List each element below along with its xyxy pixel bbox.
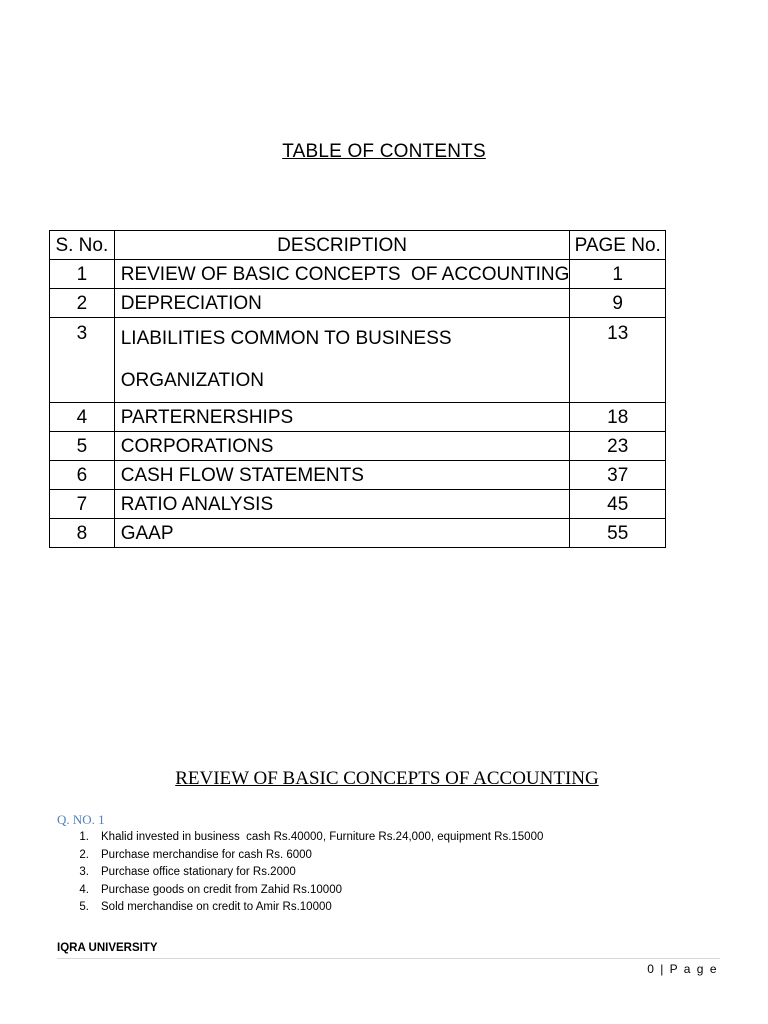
table-row bbox=[50, 289, 666, 318]
row-page: 18 bbox=[570, 403, 666, 432]
table-row bbox=[50, 318, 666, 403]
row-page: 37 bbox=[570, 461, 666, 490]
list-item-number: 5. bbox=[79, 901, 89, 914]
question-label: Q. NO. 1 bbox=[57, 812, 105, 827]
row-description bbox=[114, 318, 570, 403]
footer-divider bbox=[57, 958, 720, 959]
list-item-text: Khalid invested in business cash Rs.40000, Furniture Rs.24,000, equipment Rs.15000 bbox=[101, 831, 544, 843]
row-page: 9 bbox=[570, 289, 666, 318]
list-item bbox=[57, 899, 543, 917]
table-row bbox=[50, 432, 666, 461]
row-sno: 8 bbox=[50, 519, 115, 548]
row-description: CORPORATIONS bbox=[114, 432, 570, 461]
row-sno: 5 bbox=[50, 432, 115, 461]
toc-header-row bbox=[50, 231, 666, 260]
row-sno: 6 bbox=[50, 461, 115, 490]
table-row bbox=[50, 490, 666, 519]
list-item-text: Purchase goods on credit from Zahid Rs.10000 bbox=[101, 883, 342, 896]
table-row bbox=[50, 260, 666, 289]
footer-organization: IQRA UNIVERSITY bbox=[57, 942, 158, 954]
list-item bbox=[57, 847, 543, 865]
list-item-text: Purchase office stationary for Rs.2000 bbox=[101, 866, 296, 879]
list-item-number: 1. bbox=[79, 831, 89, 843]
row-page: 23 bbox=[570, 432, 666, 461]
list-item-number: 4. bbox=[79, 883, 89, 896]
row-sno: 7 bbox=[50, 490, 115, 519]
question-list bbox=[57, 829, 543, 917]
list-item-text: Sold merchandise on credit to Amir Rs.10000 bbox=[101, 901, 332, 914]
list-item-number: 3. bbox=[79, 866, 89, 879]
header-sno: S. No. bbox=[50, 231, 115, 260]
row-description: REVIEW OF BASIC CONCEPTS OF ACCOUNTING bbox=[114, 260, 570, 289]
table-row bbox=[50, 461, 666, 490]
list-item bbox=[57, 882, 543, 900]
footer-page-number: 0 | P a g e bbox=[647, 962, 718, 976]
table-row bbox=[50, 519, 666, 548]
row-description: RATIO ANALYSIS bbox=[114, 490, 570, 519]
row-sno: 2 bbox=[50, 289, 115, 318]
row-sno: 3 bbox=[50, 318, 115, 403]
list-item-text: Purchase merchandise for cash Rs. 6000 bbox=[101, 848, 312, 861]
row-page: 55 bbox=[570, 519, 666, 548]
header-page: PAGE No. bbox=[570, 231, 666, 260]
row-sno: 4 bbox=[50, 403, 115, 432]
row-description-line1: LIABILITIES COMMON TO BUSINESS bbox=[120, 328, 452, 349]
row-description: DEPRECIATION bbox=[114, 289, 570, 318]
toc-table bbox=[49, 230, 666, 548]
row-description: GAAP bbox=[114, 519, 570, 548]
table-row bbox=[50, 403, 666, 432]
row-description-line2: ORGANIZATION bbox=[120, 370, 264, 391]
list-item bbox=[57, 829, 543, 847]
row-page: 45 bbox=[570, 490, 666, 519]
list-item bbox=[57, 864, 543, 882]
toc-title: TABLE OF CONTENTS bbox=[282, 141, 486, 162]
header-description: DESCRIPTION bbox=[114, 231, 570, 260]
section-title: REVIEW OF BASIC CONCEPTS OF ACCOUNTING bbox=[175, 768, 599, 789]
row-sno: 1 bbox=[50, 260, 115, 289]
list-item-number: 2. bbox=[79, 848, 89, 861]
row-page: 1 bbox=[570, 260, 666, 289]
row-page: 13 bbox=[570, 318, 666, 403]
row-description: PARTERNERSHIPS bbox=[114, 403, 570, 432]
row-description: CASH FLOW STATEMENTS bbox=[114, 461, 570, 490]
